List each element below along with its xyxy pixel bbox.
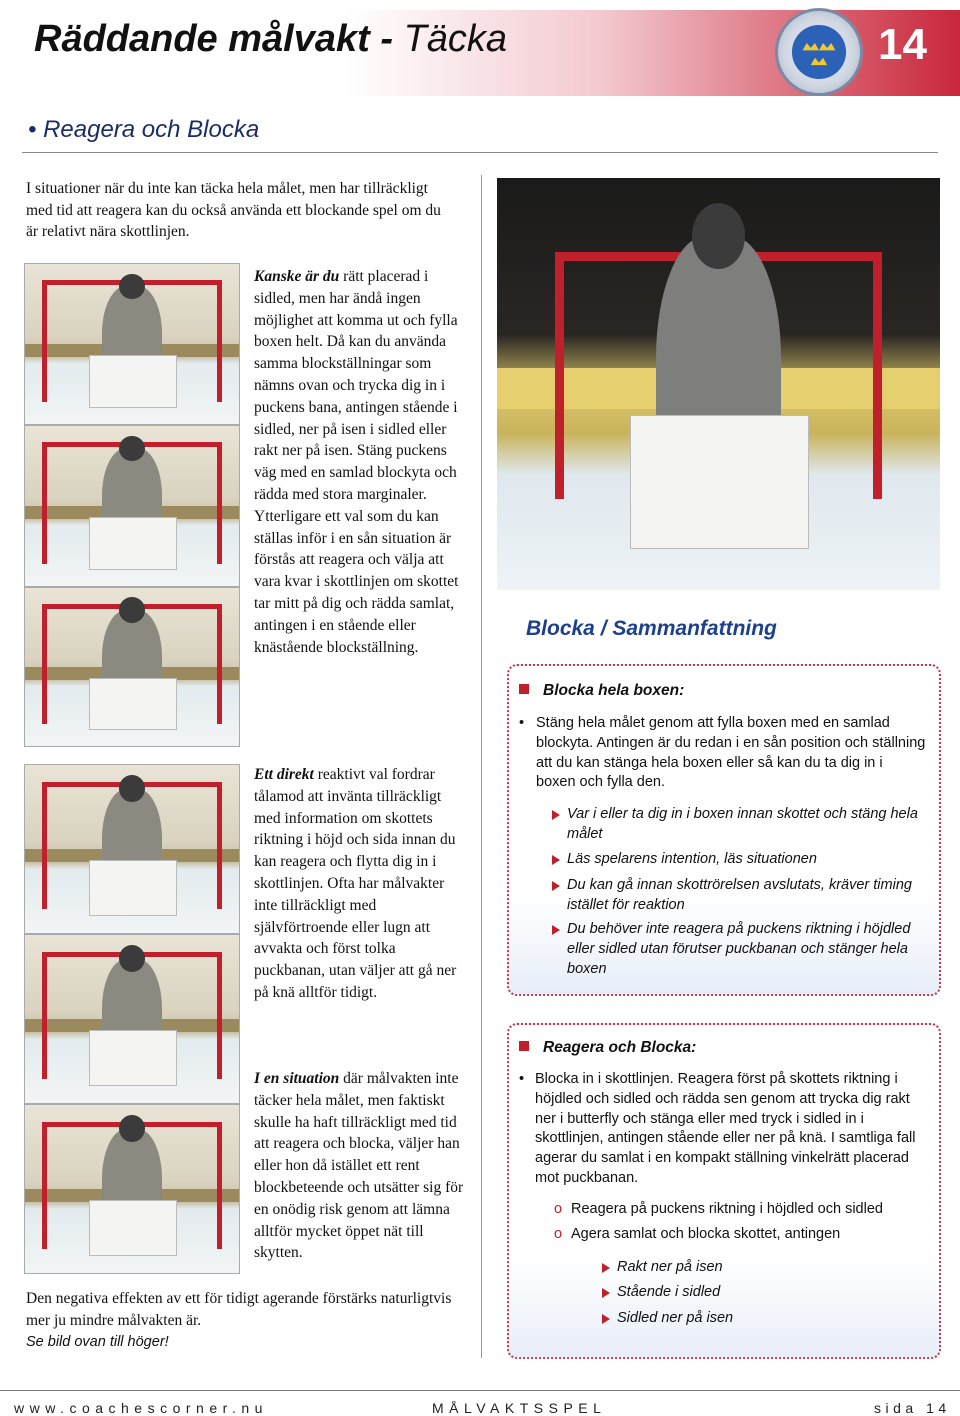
footer-section: MÅLVAKTSSPEL (432, 1400, 607, 1416)
landslag-logo (775, 8, 863, 96)
red-triangle-icon (552, 925, 560, 935)
goalie-photo-large (497, 178, 940, 590)
goalie-photo-3 (24, 587, 240, 747)
box2-point-2: Stående i sidled (617, 1284, 721, 1300)
see-image-note: Se bild ovan till höger! (26, 1334, 169, 1350)
red-square-icon (519, 1041, 529, 1051)
red-triangle-icon (552, 810, 560, 820)
column-divider (481, 175, 482, 1358)
summary-title: Blocka / Sammanfattning (526, 617, 777, 640)
page-number: 14 (878, 20, 927, 69)
goalie-photo-5 (24, 934, 240, 1104)
section-divider (22, 152, 938, 153)
paragraph-3 (254, 1068, 468, 1264)
box1-heading (519, 682, 684, 700)
box1-point-1: Var i eller ta dig in i boxen innan skottet och stäng hela målet (567, 806, 918, 842)
paragraph-1 (254, 266, 468, 658)
paragraph-2 (254, 764, 468, 1004)
paragraph-2-body: reaktivt val fordrar tålamod att invänta tillräckligt med information om skottets riktning i höjd och sida innan du kan reagera och flytta dig in i skottlinjen. Ofta har målvakter inte tillräckligt med självförtroende eller lugn att avvakta och först tolka puckbanan, utan väljer att gå ner på knä alltför tidigt. (254, 766, 457, 1001)
red-triangle-icon (602, 1314, 610, 1324)
paragraph-3-lead: I en situation (254, 1070, 340, 1087)
box2-point-3: Sidled ner på isen (617, 1310, 734, 1326)
red-triangle-icon (552, 855, 560, 865)
page-title (34, 18, 507, 61)
box1-point-3: Du kan gå innan skottrörelsen avslutats, kräver timing istället för reaktion (567, 877, 912, 913)
goalie-photo-2 (24, 425, 240, 587)
paragraph-4: Den negativa effekten av ett för tidigt agerande förstärks naturligtvis mer ju mindre målvakten är. (26, 1290, 452, 1329)
box2-bullet: Blocka in i skottlinjen. Reagera först på skottets riktning i höjdled och sidled och rädda sen genom att trycka dig rakt ner i butterfly och stänga eller med tryck i sidled in i skottlinjen, antingen stående eller ner på knä. I samtliga fall agerar du samlat i en kompakt ställning vinkelrätt placerad mot puckbanan. (535, 1071, 916, 1186)
intro-text: I situationer när du inte kan täcka hela målet, men har tillräckligt med tid att reagera kan du också använda ett blockande spel om du är relativt nära skottlinjen. (26, 180, 441, 240)
box2-heading (519, 1039, 696, 1057)
section-heading: • Reagera och Blocka (28, 116, 260, 143)
goalie-photo-4 (24, 764, 240, 934)
red-triangle-icon (602, 1263, 610, 1273)
box2-option-1: Reagera på puckens riktning i höjdled och sidled (571, 1201, 883, 1217)
paragraph-1-lead: Kanske är du (254, 268, 340, 285)
red-triangle-icon (602, 1288, 610, 1298)
paragraph-2-lead: Ett direkt (254, 766, 314, 783)
title-sub: Täcka (403, 18, 508, 60)
bullet-dot-icon: • (519, 715, 525, 731)
box1-point-2: Läs spelarens intention, läs situationen (567, 851, 817, 867)
footer-page: sida 14 (874, 1400, 951, 1416)
circle-bullet-icon: o (554, 1201, 563, 1217)
box2-option-2: Agera samlat och blocka skottet, antingen (571, 1226, 841, 1242)
box1-point-4: Du behöver inte reagera på puckens riktning i höjdled eller sidled utan förutser puckbanan och stänger hela boxen (567, 921, 911, 977)
box1-heading-text: Blocka hela boxen: (543, 682, 685, 699)
bullet-dot-icon: • (519, 1071, 525, 1087)
box1-bullet: Stäng hela målet genom att fylla boxen med en samlad blockyta. Antingen är du redan i en sån position och ställning att du kan stänga hela boxen eller så kan du ta dig in i boxen och fylla den. (536, 715, 926, 791)
red-triangle-icon (552, 881, 560, 891)
footer-url[interactable]: www.coachescorner.nu (14, 1400, 268, 1416)
red-square-icon (519, 684, 529, 694)
paragraph-3-body: där målvakten inte täcker hela målet, men faktiskt skulle ha haft tillräckligt med tid att reagera och blocka, väljer han eller hon då istället ett rent blockbeteende och utsätter sig för en onödig risk genom att lämna alltför mycket öppet nät till skytten. (254, 1070, 464, 1262)
goalie-photo-6 (24, 1104, 240, 1274)
box2-heading-text: Reagera och Blocka: (543, 1039, 697, 1056)
box2-point-1: Rakt ner på isen (617, 1259, 723, 1275)
footer-divider (0, 1390, 960, 1391)
title-main: Räddande målvakt - (34, 18, 404, 60)
goalie-photo-1 (24, 263, 240, 425)
paragraph-1-body: rätt placerad i sidled, men har ändå ingen möjlighet att komma ut och fylla boxen helt. Då kan du använda samma blockställningar som nämns ovan och trycka dig in i puckens bana, antingen stående i sidled, ner på isen i sidled eller rakt ner på isen. Stäng puckens väg med en samlad blockyta och rädda med stora marginaler. Ytterligare ett val som du kan ställas inför i en sån situation är förstås att reagera och välja att vara kvar i skottlinjen om skottet tar mitt på dig och rädda samlat, antingen i en stående eller knästående blockställning. (254, 268, 459, 656)
circle-bullet-icon: o (554, 1226, 563, 1242)
